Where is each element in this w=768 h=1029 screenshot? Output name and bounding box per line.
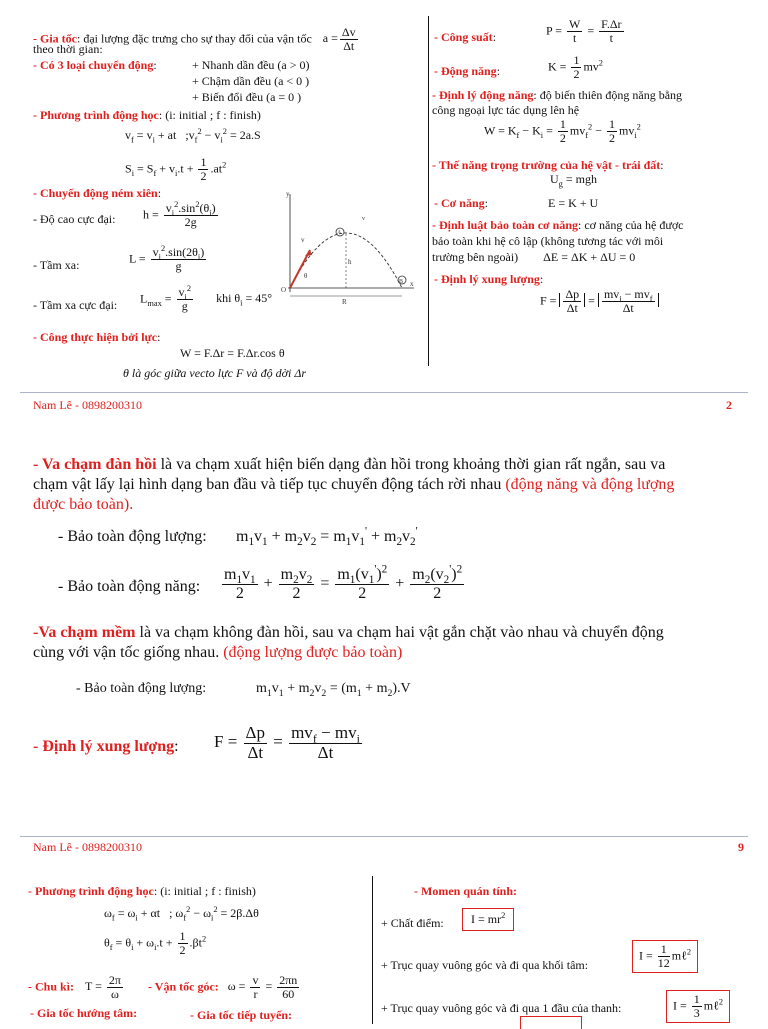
motion-type-3: + Biến đổi đều (a = 0 )	[192, 90, 302, 104]
conservation-line: - Định luật bảo toàn cơ năng: cơ năng của hệ được	[432, 218, 684, 232]
impulse-heading-2: - Định lý xung lượng:	[33, 738, 179, 755]
impulse-formula-2: F = $\frac{\Delta p}{\Delta t}$ = $\frac{mv_f - mv_i}{\Delta t}$	[214, 723, 360, 762]
inelastic-line-2: cùng với vận tốc giống nhau. (động lượng được bảo toàn)	[33, 644, 403, 661]
mechanical-formula: E = K + U	[548, 196, 599, 210]
axis-end-label: + Trục quay vuông góc và đi qua 1 đầu của thanh:	[381, 1001, 622, 1015]
acceleration-text-2: theo thời gian:	[33, 42, 103, 56]
axis-end-formula: I = $\frac{1}{3}$ mℓ$^2$	[666, 990, 730, 1023]
conservation-text-2: bảo toàn khi hệ cô lập (không tương tác với môi	[432, 234, 664, 248]
a-label: A	[337, 230, 342, 236]
max-range-label: - Tầm xa cực đại:	[33, 298, 118, 312]
impulse-formula: F = $\frac{\Delta p}{\Delta t}$ = $\frac{mv_i - mv_f}{\Delta t}$	[540, 288, 659, 315]
moment-heading: - Momen quán tính:	[414, 884, 518, 898]
angular-velocity-line: - Vận tốc góc: ω = $\frac{v}{r}$ = $\frac{2\pi n}{60}$	[148, 973, 298, 1002]
period-line: - Chu kì: T = $\frac{2\pi}{\omega}$	[28, 973, 121, 1002]
page-3-column-divider	[372, 876, 373, 1024]
kinetic-formula: K = $\frac{1}{2}$ $mv^2$	[548, 53, 603, 82]
o-label: O	[281, 286, 287, 294]
point-mass-label: + Chất điểm:	[381, 916, 444, 930]
kinematics-eq-1: $v_f = v_i$ + at $;v_f^2 - v_i^2 = 2a.S$	[125, 127, 261, 145]
kinematics-heading-2: - Phương trình động học: (i: initial ; f : finish)	[28, 884, 256, 898]
projectile-heading: - Chuyển động ném xiên:	[33, 186, 162, 200]
motion-types-heading: - Có 3 loại chuyển động:	[33, 58, 157, 72]
power-formula: P = $\frac{W}{t}$ = $\frac{F.\Delta r}{t}$	[546, 17, 622, 46]
max-height-formula: h = $\frac{v_i^2.\sin^2(\theta_i)}{2g}$	[143, 200, 216, 230]
range-formula: L = $\frac{v_i^2.\sin(2\theta_i)}{g}$	[129, 244, 205, 274]
rotational-eq-1: $\omega_f = \omega_i + \alpha t$ ; $\omega_f^2 - \omega_i^2 = 2\beta.\Delta\theta$	[104, 905, 259, 923]
momentum-conservation-label: - Bảo toàn động lượng:	[58, 528, 207, 545]
v0-label: v	[362, 216, 365, 222]
kinetic-heading: - Động năng:	[434, 64, 501, 78]
momentum-conservation-formula: $m_1v_1 + m_2v_2 = m_1v_1' + m_2v_2'$	[236, 525, 418, 549]
mechanical-heading: - Cơ năng:	[434, 196, 488, 210]
page-1-footer-author: Nam Lê - 0898200310	[33, 398, 142, 412]
energy-conservation-label: - Bảo toàn động năng:	[58, 578, 201, 595]
page-1-footer-rule	[20, 392, 748, 393]
projectile-diagram	[276, 188, 420, 308]
max-height-label: - Độ cao cực đại:	[33, 212, 116, 226]
x-label: x	[410, 280, 414, 288]
inelastic-line-1: -Va chạm mềm là va chạm không đàn hồi, sau va chạm hai vật gắn chặt vào nhau và chuyển động	[33, 624, 664, 641]
ke-theorem-text-2: công ngoại lực tác dụng lên hệ	[432, 103, 580, 117]
inelastic-momentum-formula: $m_1v_1 + m_2v_2 = (m_1 + m_2).V$	[256, 681, 411, 699]
work-formula: W = F.Δr = F.Δr.cos θ	[180, 346, 285, 360]
range-label: - Tầm xa:	[33, 258, 80, 272]
potential-heading: - Thế năng trọng trường của hệ vật - trái đất:	[432, 158, 664, 172]
work-heading: - Công thực hiện bởi lực:	[33, 330, 161, 344]
ke-theorem-line: - Định lý động năng: độ biến thiên động năng bằng	[432, 88, 683, 102]
impulse-heading: - Định lý xung lượng:	[434, 272, 544, 286]
page-2-footer-author: Nam Lê - 0898200310	[33, 840, 142, 854]
elastic-line-1: - Va chạm đàn hồi là va chạm xuất hiện biến dạng đàn hồi trong khoảng thời gian rất ngắn, sau va	[33, 456, 666, 473]
next-formula-box-partial	[520, 1016, 582, 1029]
r-label: R	[342, 298, 347, 306]
page-1-column-divider	[428, 16, 429, 366]
energy-conservation-formula: $\frac{m_1v_1}{2}$ + $\frac{m_2v_2}{2}$ = $\frac{m_1(v_1')^2}{2}$ + $\frac{m_2(v_2')^2}{2}$	[224, 563, 463, 602]
potential-formula: $U_g$ = mgh	[550, 172, 597, 189]
point-mass-formula: $I = mr^2$	[462, 908, 514, 931]
acceleration-text: : đại lượng đặc trưng cho sự thay đổi của vận tốc	[77, 31, 312, 46]
axis-center-label: + Trục quay vuông góc và đi qua khối tâm:	[381, 958, 589, 972]
axis-center-formula: I = $\frac{1}{12}$ mℓ$^2$	[632, 940, 698, 973]
b-label: B	[399, 279, 404, 285]
motion-type-1: + Nhanh dần đều (a > 0)	[192, 58, 310, 72]
momentum-conservation-label-2: - Bảo toàn động lượng:	[76, 681, 207, 696]
elastic-line-2: chạm vật lấy lại hình dạng ban đầu và tiếp tục chuyển động tách rời nhau (động năng và động lượng	[33, 476, 675, 493]
page-1-footer-number: 2	[726, 398, 732, 412]
motion-type-2: + Chậm dần đều (a < 0 )	[192, 74, 310, 88]
rotational-eq-2: $\theta_f = \theta_i + \omega_i.t$ + $\frac{1}{2}$ $.\beta t^2$	[104, 929, 207, 958]
kinematics-eq-2: $S_i = S_f + v_i.t$ + $\frac{1}{2}$ $.at^2$	[125, 155, 227, 184]
acceleration-label: - Gia tốc	[33, 31, 77, 46]
work-note: θ là góc giữa vecto lực F và độ dời Δr	[123, 366, 307, 380]
y-label: y	[286, 190, 290, 198]
max-range-formula: $L_{max}$ = $\frac{v_i^2}{g}$ khi $\theta_i = 45^\circ$	[140, 284, 273, 314]
kinematics-heading: - Phương trình động học: (i: initial ; f : finish)	[33, 108, 261, 122]
acceleration-formula: a = $\frac{\Delta v}{\Delta t}$	[322, 25, 356, 54]
power-heading: - Công suất:	[434, 30, 497, 44]
page-2-footer-number: 9	[738, 840, 744, 854]
vf-label: v	[301, 236, 305, 244]
centripetal-heading: - Gia tốc hướng tâm:	[30, 1006, 138, 1020]
ke-theorem-formula: $W = K_f - K_i$ = $\frac{1}{2}$ $mv_f^2$ − $\frac{1}{2}$ $mv_i^2$	[484, 117, 641, 146]
elastic-line-3: được bảo toàn).	[33, 496, 134, 513]
page-2-footer-rule	[20, 836, 748, 837]
h-label: h	[348, 258, 352, 266]
conservation-text-3: trường bên ngoài) ΔE = ΔK + ΔU = 0	[432, 250, 636, 264]
tangential-heading: - Gia tốc tiếp tuyến:	[190, 1008, 292, 1022]
theta-label: θ	[304, 272, 308, 280]
